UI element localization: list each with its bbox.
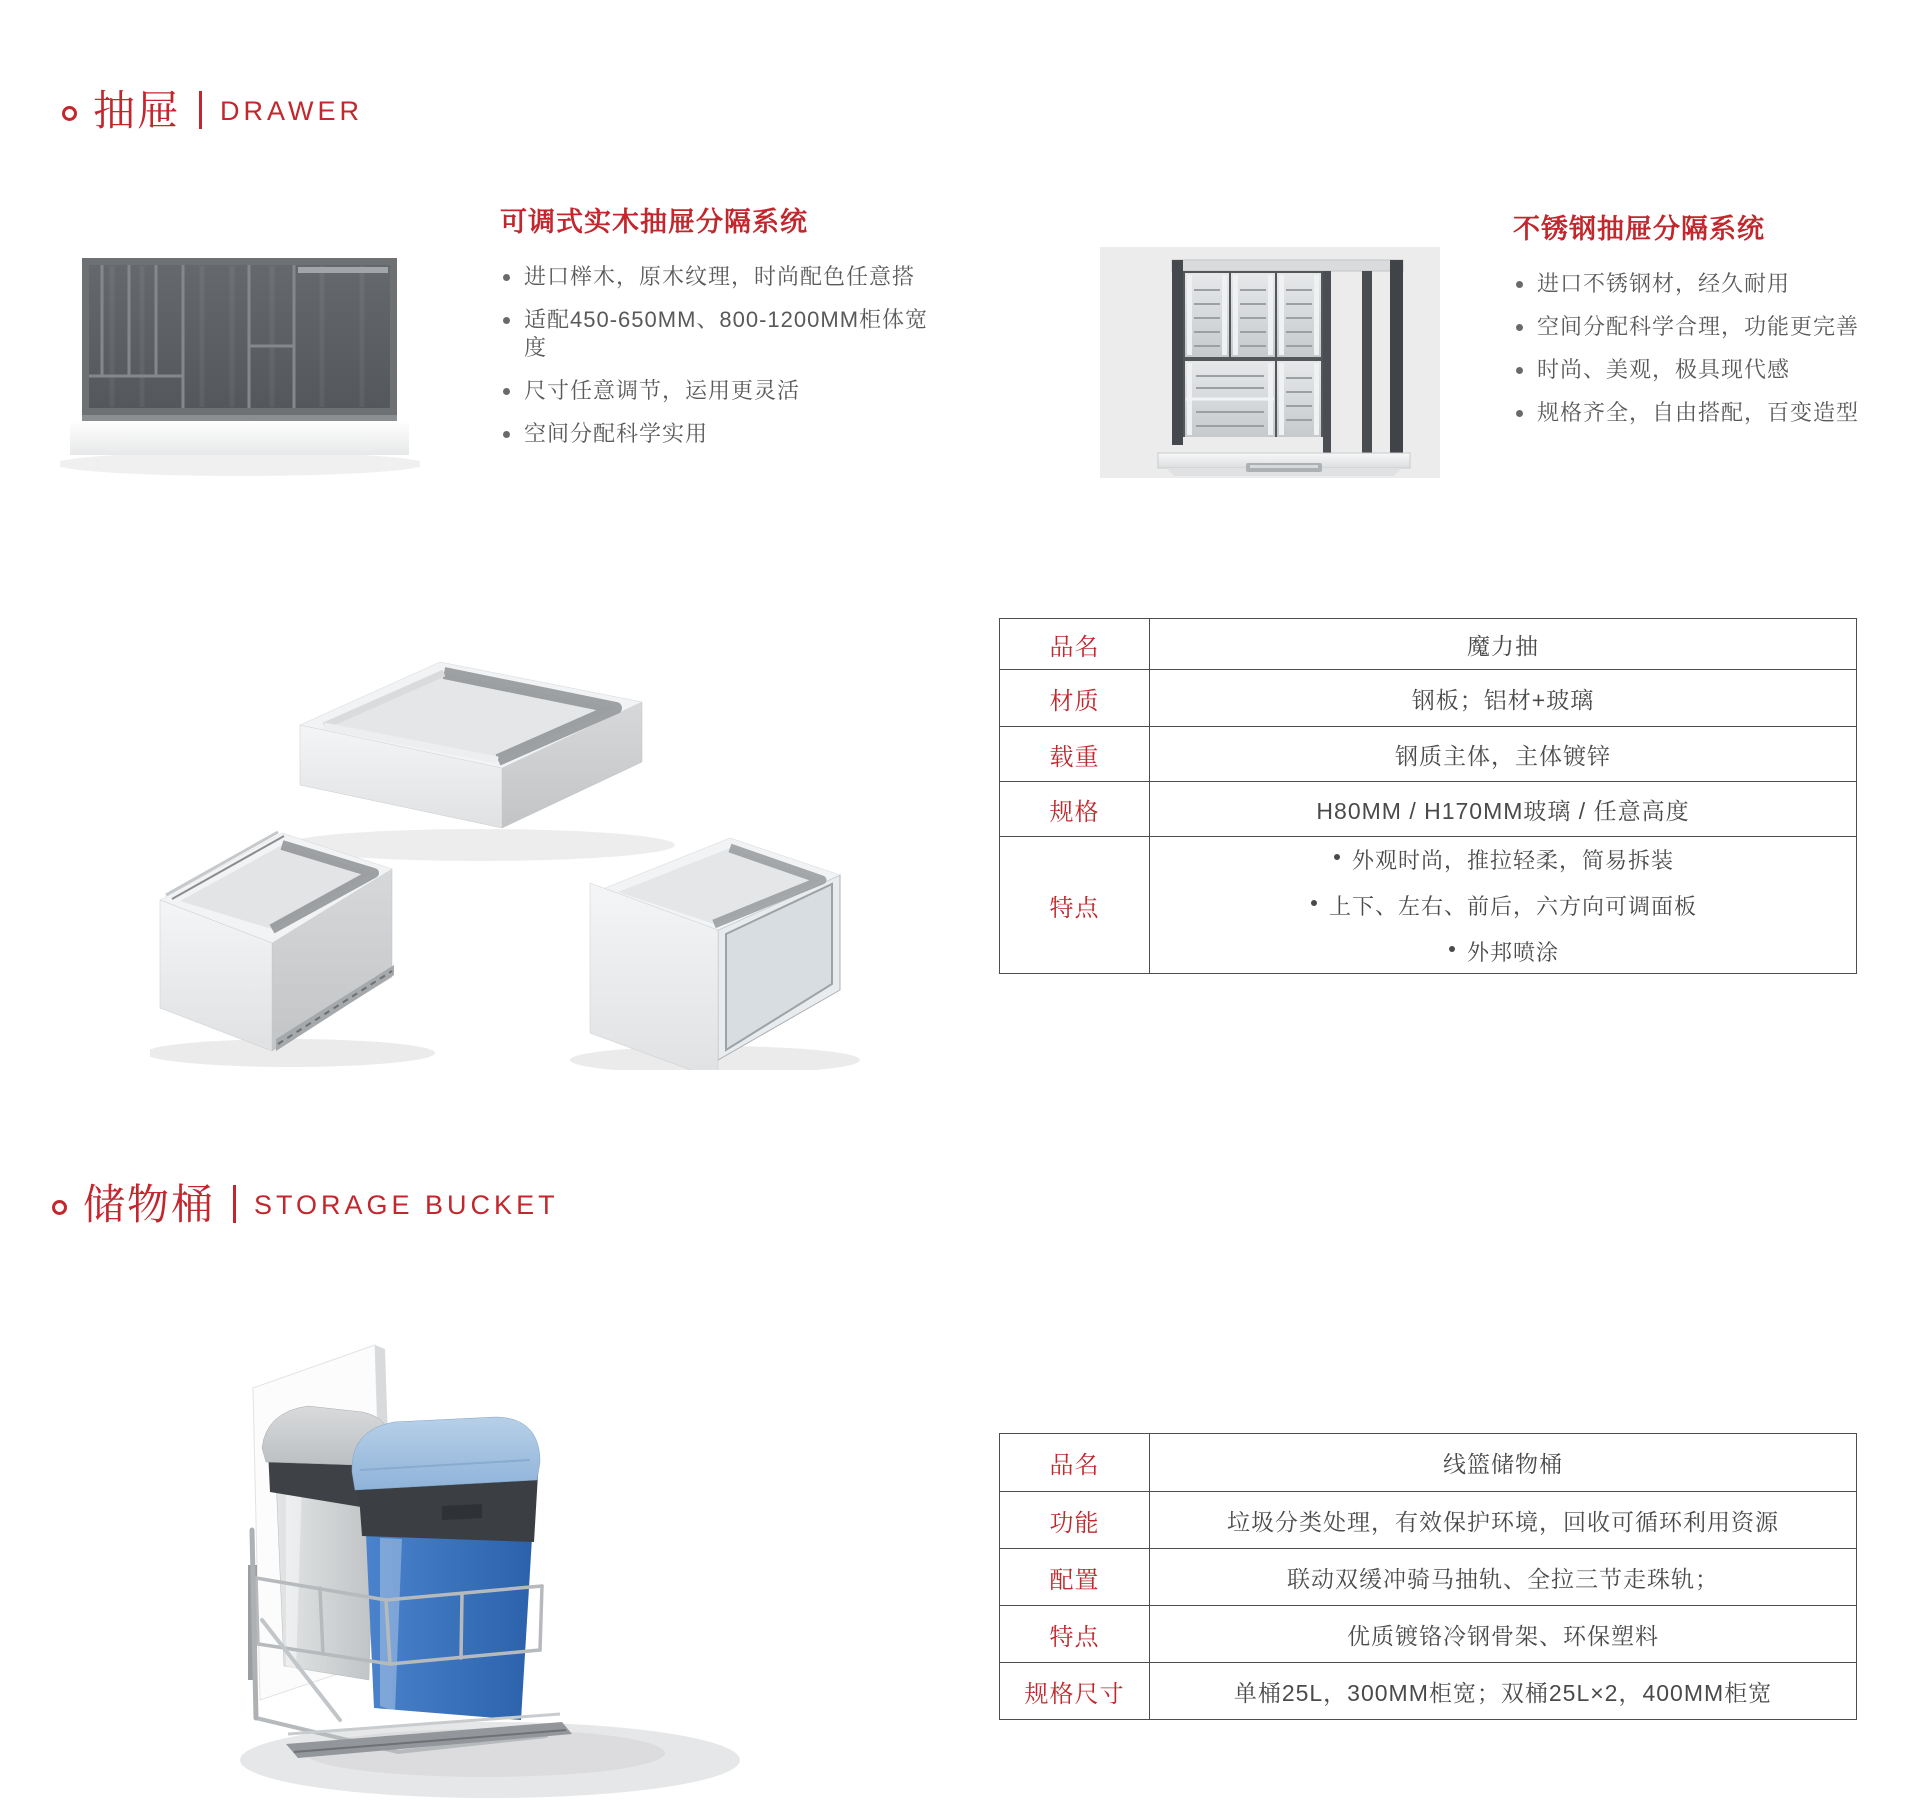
section-divider (233, 1185, 236, 1223)
product-title: 可调式实木抽屉分隔系统 (500, 207, 808, 237)
ring-icon (52, 1200, 67, 1215)
bullet-item: 空间分配科学实用 (500, 420, 950, 448)
spec-table-storage-bucket (999, 1433, 1857, 1720)
spec-value-features (1150, 836, 1856, 973)
section-title-en: STORAGE BUCKET (254, 1189, 559, 1220)
spec-label: 品名 (1000, 619, 1150, 669)
feature-bullet: 上下、左右、前后，六方向可调面板 (1309, 890, 1697, 921)
wood-drawer-organizer-photo (60, 190, 420, 480)
bullet-item: 时尚、美观，极具现代感 (1513, 356, 1920, 384)
bullet-item: 规格齐全，自由搭配，百变造型 (1513, 399, 1920, 427)
spec-label: 配置 (1000, 1548, 1150, 1605)
spec-value: 钢质主体，主体镀锌 (1150, 726, 1856, 781)
spec-value: 钢板；铝材+玻璃 (1150, 669, 1856, 726)
spec-label: 特点 (1000, 1605, 1150, 1662)
spec-label: 载重 (1000, 726, 1150, 781)
spec-value: 联动双缓冲骑马抽轨、全拉三节走珠轨； (1150, 1548, 1856, 1605)
spec-value: 垃圾分类处理，有效保护环境，回收可循环利用资源 (1150, 1491, 1856, 1548)
spec-value: 线篮储物桶 (1443, 1451, 1563, 1477)
section-title-zh: 储物桶 (83, 1181, 216, 1228)
section-title-en: DRAWER (220, 95, 364, 126)
feature-bullet: 外邦喷涂 (1447, 936, 1559, 967)
bullet-list (1513, 270, 1920, 427)
section-divider (199, 91, 202, 129)
spec-value: H80MM / H170MM玻璃 / 任意高度 (1150, 781, 1856, 836)
spec-value: 魔力抽 (1467, 632, 1539, 659)
spec-label: 规格 (1000, 781, 1150, 836)
drawer-boxes-photo (150, 610, 860, 1070)
bullet-list (500, 263, 950, 448)
bullet-item: 进口榉木，原木纹理，时尚配色任意搭 (500, 263, 950, 291)
bullet-item: 适配450-650MM、800-1200MM柜体宽度 (500, 306, 950, 362)
spec-label: 规格尺寸 (1000, 1662, 1150, 1719)
storage-section-header (52, 1172, 559, 1232)
spec-value: 单桶25L，300MM柜宽；双桶25L×2，400MM柜宽 (1150, 1662, 1856, 1719)
feature-bullet: 外观时尚，推拉轻柔，简易拆装 (1332, 844, 1674, 875)
wood-product-text (500, 200, 950, 463)
product-title: 不锈钢抽屉分隔系统 (1513, 214, 1765, 244)
spec-label: 材质 (1000, 669, 1150, 726)
bullet-item: 进口不锈钢材，经久耐用 (1513, 270, 1920, 298)
spec-value: 优质镀铬冷钢骨架、环保塑料 (1150, 1605, 1856, 1662)
section-title-zh: 抽屉 (93, 87, 182, 134)
ring-icon (62, 106, 77, 121)
spec-label: 特点 (1000, 836, 1150, 973)
spec-label: 功能 (1000, 1491, 1150, 1548)
drawer-section-header (62, 78, 363, 138)
bullet-item: 尺寸任意调节，运用更灵活 (500, 377, 950, 405)
steel-product-text (1513, 207, 1920, 442)
steel-drawer-organizer-photo (1100, 200, 1440, 478)
spec-table-magic-drawer (999, 618, 1857, 974)
bullet-item: 空间分配科学合理，功能更完善 (1513, 313, 1920, 341)
spec-label: 品名 (1000, 1434, 1150, 1491)
storage-bucket-photo (190, 1320, 750, 1815)
